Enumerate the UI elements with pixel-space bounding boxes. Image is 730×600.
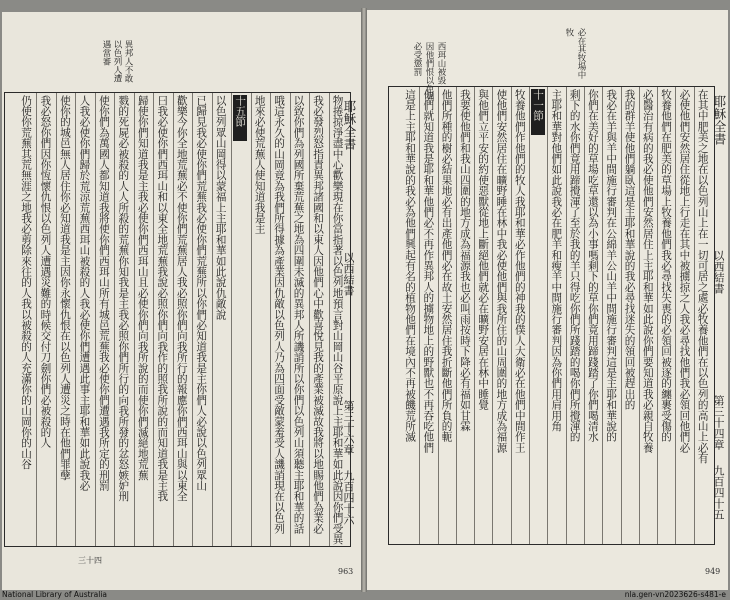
left-text-column: 地來必使荒蕪人使知道我是主 <box>253 95 266 235</box>
right-text-column: 牧養他們在肥美的草場上牧養他們我必尋找失喪的必領回被逐的纏裹受傷的 <box>660 89 673 443</box>
column-rule <box>153 93 154 546</box>
right-text-column: 我的群羊使他們躺臥這是主耶和華說的我必尋找迷失的領回被趕出的 <box>623 89 636 410</box>
right-top-note-1: 西珥山被毀 <box>436 42 446 85</box>
column-rule <box>438 87 439 544</box>
column-rule <box>621 87 622 544</box>
right-text-column: 與他們立平安的約使惡獸從地上斷絕他們就必在曠野安居在林中睡覺 <box>477 89 490 410</box>
column-rule <box>192 93 193 546</box>
right-header-chapter: 第三十四章 <box>712 395 725 450</box>
column-rule <box>566 87 567 544</box>
column-rule <box>694 87 695 544</box>
column-rule <box>56 93 57 546</box>
left-text-block <box>4 92 351 547</box>
column-rule <box>95 93 96 546</box>
column-rule <box>657 87 658 544</box>
gutter-folio-left: 963 <box>338 567 354 576</box>
left-text-column: 已歸見我必使你們荒蕪我必使你們荒蕪所以你們必知道我是主你們人必說以色列眾山 <box>195 95 208 491</box>
left-top-note-2: 以色列人遭 <box>112 40 122 83</box>
column-rule <box>584 87 585 544</box>
left-text-column: 物捲掠淨盡中心歡樂現在你當指著以色列地預言對山岡山谷平原說上主耶和華如此說因你們受異 <box>331 95 344 545</box>
column-rule <box>270 93 271 546</box>
right-text-column: 你們在美好的草場吃草還以為小事嗎剩下的草你們竟用蹄踐踏了你們喝清水 <box>586 89 599 443</box>
right-text-column: 牧養他們作他們的牧人我耶和華必作他們的神我的僕人大衛必在他們中間作王 <box>513 89 526 453</box>
right-text-column: 我必在羊與羊中間施行審判在公綿羊公山羊中間施行審判這是主耶和華說的 <box>605 89 618 443</box>
column-rule <box>547 87 548 544</box>
column-rule <box>309 93 310 546</box>
right-header-book: 以西結書 <box>712 250 725 294</box>
column-rule <box>329 93 330 546</box>
left-text-column: 使你們為萬國人都知道我將使你們西珥山所有城邑荒蕪我必使你們遭遇我所定的刑罰 <box>97 95 110 491</box>
column-rule <box>456 87 457 544</box>
column-rule <box>75 93 76 546</box>
column-rule <box>511 87 512 544</box>
column-rule <box>602 87 603 544</box>
right-header-title: 耶穌全書 <box>712 95 727 145</box>
right-text-column: 他們所種的樹必結果地必有出產他們必在故土安然居住我折斷他們所負的軛 <box>440 89 453 443</box>
left-header-page: 九百四十六 <box>342 470 355 525</box>
left-text-column: 歡樂今你全地荒蕪必不使你們荒蕪居人我必照你們向我所行的報應你們西珥山與以東全 <box>175 95 188 502</box>
left-top-note-3: 遇當審 <box>101 40 111 66</box>
column-rule <box>134 93 135 546</box>
left-text-column: 歸使你們知道我是主我必使你們西珥山且必使你們向我所說的而使你們滅絕地荒蕪 <box>136 95 149 481</box>
column-rule <box>529 87 530 544</box>
right-text-column: 在其中肥美之地在以色列山上在一切可居之處必牧養他們在以色列的高山上必有 <box>696 89 709 464</box>
column-rule <box>114 93 115 546</box>
right-text-column: 剩下的水你們竟用蹄攪渾了至於我的羊只得吃你們所踐踏的喝你們所攪渾的 <box>568 89 581 443</box>
left-header-title: 耶穌全書 <box>342 100 357 150</box>
right-text-column: 使他們安然居住在曠野睡在林中我必使他們與我所住的山周圍的地方成為福源 <box>495 89 508 453</box>
left-text-column: 使你的城邑無人居住你必知道我是主因你永懷仇恨在以色列人遭災之時在他們罪孽 <box>58 95 71 481</box>
left-header-book: 以西結書 <box>342 252 355 296</box>
right-top-note-4: 必在其牧場中 <box>576 28 586 79</box>
right-text-column: 必醫治有病的我必使他們安然居住上主耶和華如此說你們要知道我必親自牧養 <box>641 89 654 453</box>
left-text-column: 仍使你荒蕪其荒無涯之地我必剪除來往的人我以被殺的人充滿你的山岡你的山谷 <box>20 95 32 470</box>
left-text-column: 我必怒你們因你恆懷仇恨以色列人遭遇災難的時候交付刀劍你們必被殺的人 <box>39 95 52 449</box>
right-header-page: 九百四十五 <box>712 465 725 520</box>
right-text-column: 我要使他們和我山四圍的地方成為福源我也必叫雨按時下降必有福如甘霖 <box>458 89 471 432</box>
column-rule <box>231 93 232 546</box>
footer-catalog-id: nla.gen-vn2023626-s481-e <box>624 590 726 599</box>
left-text-column: 以色列眾山岡得以蒙福上主耶和華如此說仇敵說 <box>214 95 227 320</box>
book-gutter <box>361 8 367 592</box>
left-text-column: 哦這永久的山岡竟為我們所得據為產業因仇敵以色列人乃為四面受敵蒙羞受人譏誚現在以色列 <box>273 95 286 534</box>
column-rule <box>251 93 252 546</box>
column-rule <box>212 93 213 546</box>
right-top-note-2: 因他們恨以色列 <box>424 42 434 102</box>
right-text-column: 他們就知道我是耶和華他們必不再作異邦人的擄物地上的野獸也不再吞吃他們 <box>422 89 435 453</box>
left-bottom-folio: 三十四 <box>78 556 102 565</box>
column-rule <box>492 87 493 544</box>
column-rule <box>419 87 420 544</box>
column-rule <box>675 87 676 544</box>
left-text-column: 以致你們為列國所棄荒蕪之地為四圍未滅的異邦人所譏誚所以你們以色列山須聽主耶和華的話 <box>292 95 305 534</box>
left-text-column: 我必發烈怒指責異邦諸國和以東人因他們心中歡喜悅見我的產業被滅故我將以地賜他們為業必 <box>312 95 325 534</box>
column-rule <box>474 87 475 544</box>
left-text-column: 戮的死屍必被殺的人人所殺的荒蕪你知我是主我必照你們所行的向我所發的忿怒嫉妒刑 <box>117 95 130 502</box>
left-text-column: 人我必使你們歸於荒涼荒蕪西珥山被殺的人我必使你們遭遇此事主耶和華如此說我必 <box>78 95 91 491</box>
right-text-column: 主耶和華對他們如此說我必在肥羊和瘦羊中間施行審判因為你們用肩用角 <box>550 89 563 432</box>
column-rule <box>36 93 37 546</box>
gutter-folio-right: 949 <box>705 567 721 576</box>
right-top-note-3: 必受懲罰 <box>412 42 422 76</box>
right-text-column: 這是上主耶和華說的我必為他們興起有名的植物他們在境內不再被饑荒所滅 <box>404 89 416 443</box>
right-top-note-5: 牧 <box>564 28 574 37</box>
left-header-chapter: 第三十六章 <box>342 400 355 455</box>
right-text-column: 必使他們安然居住從地上行走在其中被擄掠之人我必尋找他們我必領回他們必 <box>678 89 691 453</box>
footer-library-credit: National Library of Australia <box>2 590 108 599</box>
column-rule <box>173 93 174 546</box>
column-rule <box>290 93 291 546</box>
left-text-column: 十五節 <box>233 95 247 141</box>
column-rule <box>639 87 640 544</box>
left-text-column: 曰我必使你們西珥山和以東全地荒蕪我說必照你們向我作的照我所說的而知道我是主我 <box>156 95 169 502</box>
left-top-note-1: 異邦人不敢 <box>123 40 133 83</box>
right-text-block <box>388 86 715 545</box>
right-text-column: 十一節 <box>531 89 545 135</box>
